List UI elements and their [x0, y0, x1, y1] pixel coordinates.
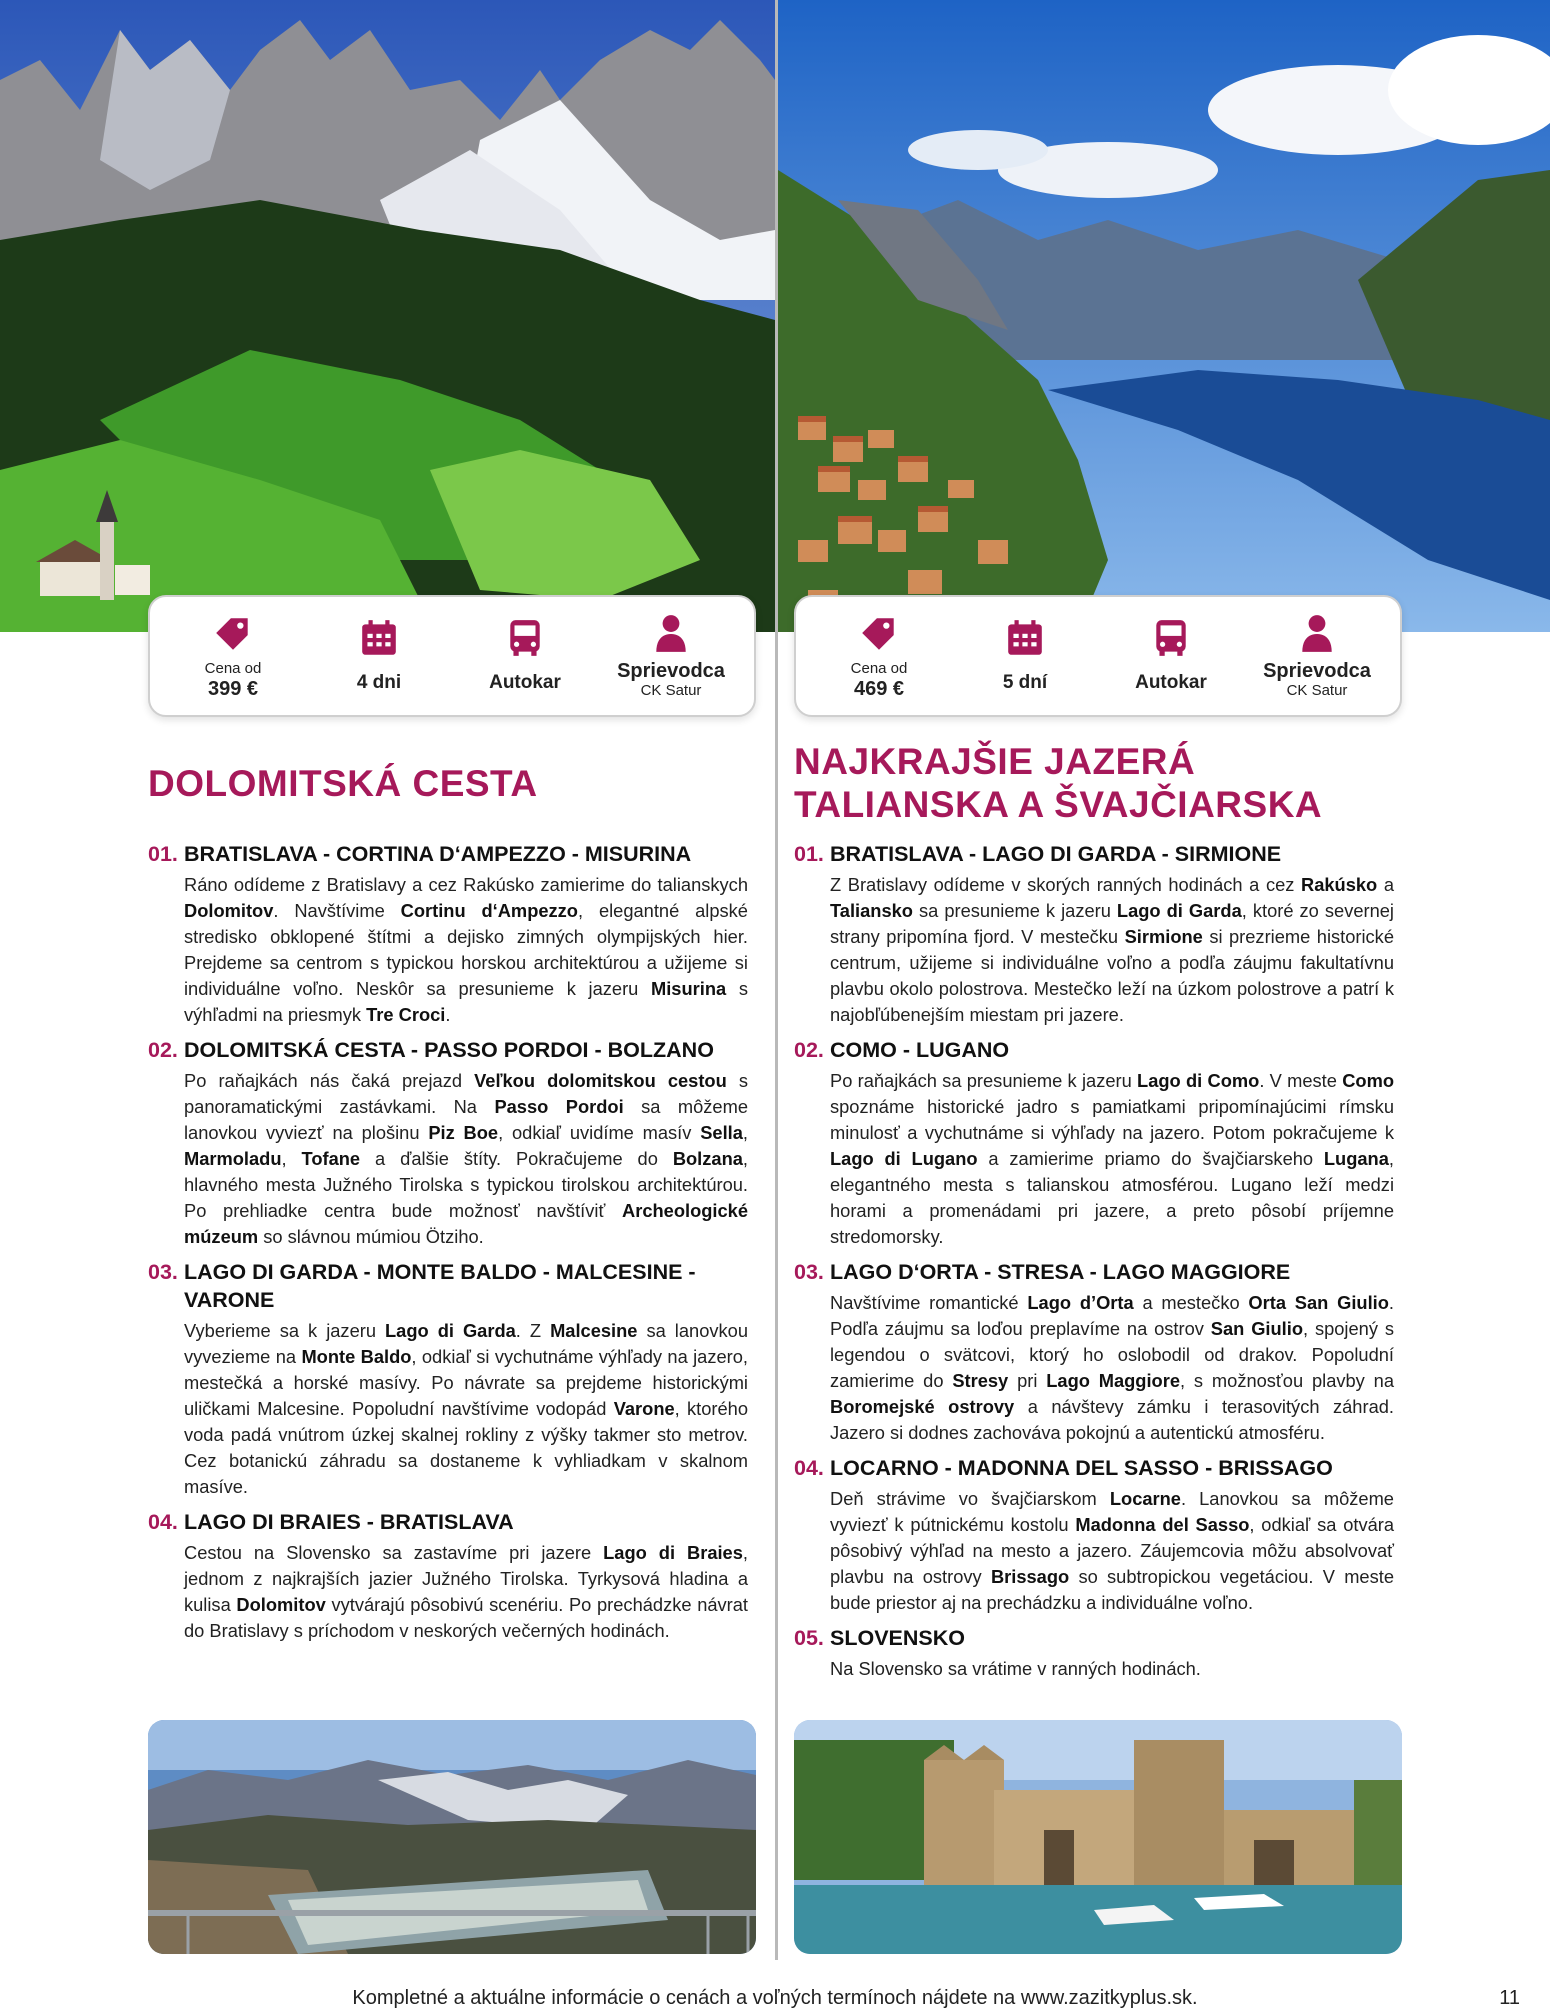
highlight-text: Lago di Lugano — [830, 1148, 978, 1169]
description-text: , ktoré zo severnej strany pripomína fjord. V mestečku — [830, 900, 1394, 947]
highlight-text: Sella — [700, 1122, 743, 1143]
day-description — [148, 1318, 748, 1500]
hero-photo-lakes — [778, 0, 1550, 632]
description-text: , spojený s legendou o svätcovi, ktorý ho oslobodil od drakov. Popoludní zamierime do — [830, 1318, 1394, 1391]
description-text: Po raňajkách sa presunieme k jazeru — [830, 1070, 1138, 1091]
tour-info-card — [148, 595, 756, 717]
description-text: . Podľa záujmu sa loďou preplavíme na ostrov — [830, 1292, 1394, 1339]
price-value: 469 € — [853, 678, 905, 700]
highlight-text: Lago Maggiore — [1046, 1370, 1181, 1391]
description-text: , — [742, 1122, 748, 1143]
calendar-icon — [358, 617, 400, 659]
description-text: , odkiaľ uvidíme masív — [498, 1122, 701, 1143]
description-text: so slávnou múmiou Ötziho. — [258, 1226, 484, 1247]
day-description — [794, 1290, 1394, 1446]
highlight-text: Dolomitov — [236, 1594, 326, 1615]
highlight-text: Archeologické múzeum — [184, 1200, 748, 1247]
day-title: DOLOMITSKÁ CESTA - PASSO PORDOI - BOLZANO — [184, 1038, 714, 1062]
day-title: SLOVENSKO — [830, 1626, 965, 1650]
duration-value: 4 dni — [356, 672, 402, 693]
day-title: BRATISLAVA - CORTINA D‘AMPEZZO - MISURINA — [184, 842, 692, 866]
calendar-icon — [1004, 617, 1046, 659]
description-text: Na Slovensko sa vrátime v ranných hodinách. — [830, 1658, 1201, 1679]
description-text: , — [281, 1148, 302, 1169]
day-description — [794, 1068, 1394, 1250]
description-text: s výhľadmi na priesmyk — [184, 978, 748, 1025]
highlight-text: Dolomitov — [184, 900, 274, 921]
guide-label: Sprievodca — [1263, 660, 1371, 682]
day-title: LOCARNO - MADONNA DEL SASSO - BRISSAGO — [830, 1456, 1333, 1480]
day-number: 01. — [148, 842, 178, 866]
description-text: Navštívime romantické — [830, 1292, 1028, 1313]
description-text: a — [1377, 874, 1394, 895]
description-text: , ktorého voda padá vnútrom úzkej skalnej rokliny z výšky takmer sto metrov. Cez botanickú záhradu sa dostaneme k vyhliadkam v skalnom masíve. — [184, 1398, 748, 1497]
highlight-text: Cortinu d‘Ampezzo — [400, 900, 578, 921]
highlight-text: Marmoladu — [184, 1148, 282, 1169]
description-text: sa lanovkou vyvezieme na — [184, 1320, 748, 1367]
page-number: 11 — [1499, 1987, 1520, 2009]
description-text: vytvárajú pôsobivú scenériu. Po prechádzke návrat do Bratislavy s príchodom v neskorých večerných hodinách. — [184, 1594, 748, 1641]
description-text: . Z — [515, 1320, 551, 1341]
description-text: a ďalšie štíty. Pokračujeme do — [360, 1148, 673, 1169]
day-number: 04. — [148, 1510, 178, 1534]
day-number: 05. — [794, 1626, 824, 1650]
itinerary-day — [794, 840, 1394, 1028]
day-description — [794, 1486, 1394, 1616]
day-description — [794, 872, 1394, 1028]
description-text: s panoramatickými zastávkami. Na — [184, 1070, 748, 1117]
highlight-text: Piz Boe — [428, 1122, 499, 1143]
price-tag-icon — [858, 612, 900, 654]
price-label: Cena od — [204, 660, 262, 677]
day-title: COMO - LUGANO — [830, 1038, 1010, 1062]
highlight-text: Tre Croci — [366, 1004, 446, 1025]
description-text: . V meste — [1259, 1070, 1343, 1091]
description-text: pri — [1008, 1370, 1047, 1391]
highlight-text: Bolzana — [672, 1148, 743, 1169]
description-text: sa môžeme lanovkou vyviezť na plošinu — [184, 1096, 748, 1143]
description-text: Ráno odídeme z Bratislavy a cez Rakúsko zamierime do talianskych — [184, 874, 748, 895]
day-heading — [794, 840, 1394, 868]
description-text: Deň strávime vo švajčiarskom — [830, 1488, 1110, 1509]
day-number: 02. — [794, 1038, 824, 1062]
description-text: a mestečko — [1133, 1292, 1249, 1313]
day-title: LAGO DI GARDA - MONTE BALDO - MALCESINE - VARONE — [184, 1260, 696, 1312]
day-heading — [148, 1258, 748, 1314]
description-text: a zamierime priamo do švajčiarskeho — [977, 1148, 1324, 1169]
highlight-text: Orta San Giulio — [1248, 1292, 1389, 1313]
itinerary-day — [148, 1508, 748, 1644]
highlight-text: Lugana — [1323, 1148, 1389, 1169]
day-heading — [148, 1508, 748, 1536]
description-text: , s možnosťou plavby na — [1180, 1370, 1394, 1391]
description-text: sa presunieme k jazeru — [912, 900, 1117, 921]
highlight-text: Boromejské ostrovy — [830, 1396, 1015, 1417]
transport-info — [1098, 617, 1244, 695]
guide-sub: CK Satur — [640, 682, 702, 699]
day-heading — [794, 1454, 1394, 1482]
tour-title — [794, 740, 1322, 826]
sirmione-castle-photo — [794, 1720, 1402, 1954]
description-text: , jednom z najkrajších jazier Južného Tirolska. Tyrkysová hladina a kulisa — [184, 1542, 748, 1615]
highlight-text: Brissago — [990, 1566, 1070, 1587]
itinerary-day — [148, 1036, 748, 1250]
description-text: . — [445, 1004, 451, 1025]
bus-icon — [504, 617, 546, 659]
highlight-text: Lago di Braies — [603, 1542, 743, 1563]
itinerary — [794, 840, 1394, 1690]
day-description — [794, 1656, 1394, 1682]
duration-info — [952, 617, 1098, 695]
day-number: 04. — [794, 1456, 824, 1480]
day-number: 03. — [794, 1260, 824, 1284]
highlight-text: Veľkou dolomitskou cestou — [474, 1070, 727, 1091]
description-text: Z Bratislavy odídeme v skorých ranných hodinách a cez — [830, 874, 1301, 895]
transport-info — [452, 617, 598, 695]
day-heading — [794, 1036, 1394, 1064]
price-info — [806, 612, 952, 700]
itinerary-day — [794, 1036, 1394, 1250]
tour-title — [148, 762, 538, 805]
itinerary-day — [794, 1454, 1394, 1616]
tour-info-card — [794, 595, 1402, 717]
day-number: 01. — [794, 842, 824, 866]
transport-value: Autokar — [1135, 672, 1207, 693]
highlight-text: Stresy — [952, 1370, 1009, 1391]
description-text: . Navštívime — [273, 900, 401, 921]
bus-icon — [1150, 617, 1192, 659]
highlight-text: San Giulio — [1210, 1318, 1303, 1339]
guide-person-icon — [650, 612, 692, 654]
description-text: . Lanovkou sa môžeme vyviezť k pútnickému kostolu — [830, 1488, 1394, 1535]
day-heading — [148, 840, 748, 868]
day-title: LAGO D‘ORTA - STRESA - LAGO MAGGIORE — [830, 1260, 1291, 1284]
highlight-text: Varone — [613, 1398, 675, 1419]
day-number: 02. — [148, 1038, 178, 1062]
guide-label: Sprievodca — [617, 660, 725, 682]
description-text: so subtropickou vegetáciou. V meste bude priestor aj na prechádzku a individuálne voľno. — [830, 1566, 1394, 1613]
description-text: Po raňajkách nás čaká prejazd — [184, 1070, 475, 1091]
day-title: BRATISLAVA - LAGO DI GARDA - SIRMIONE — [830, 842, 1282, 866]
day-description — [148, 1068, 748, 1250]
itinerary-day — [148, 840, 748, 1028]
day-title: LAGO DI BRAIES - BRATISLAVA — [184, 1510, 514, 1534]
footer-info: Kompletné a aktuálne informácie o cenách a voľných termínoch nájdete na www.zazitkyplus.sk. — [352, 1987, 1198, 2009]
description-text: a návštevy zámku i terasovitých záhrad. Jazero si dodnes zachováva pokojnú a autentickú atmosféru. — [830, 1396, 1394, 1443]
duration-value: 5 dní — [1002, 672, 1048, 693]
description-text: , odkiaľ sa otvára pôsobivý výhľad na mesto a jazero. Záujemcovia môžu absolvovať plavbu na ostrovy — [830, 1514, 1395, 1587]
highlight-text: Misurina — [651, 978, 727, 999]
highlight-text: Lago d’Orta — [1027, 1292, 1134, 1313]
price-value: 399 € — [207, 678, 259, 700]
transport-value: Autokar — [489, 672, 561, 693]
tour-title-line1: NAJKRAJŠIE JAZERÁ — [794, 741, 1196, 782]
description-text: spoznáme historické jadro s pamiatkami pripomínajúcimi rímsku minulosť a vychutnáme si výhľady na jazero. Potom pokračujeme k — [830, 1096, 1394, 1143]
highlight-text: Lago di Garda — [385, 1320, 516, 1341]
itinerary-day — [148, 1258, 748, 1500]
day-description — [148, 872, 748, 1028]
highlight-text: Monte Baldo — [301, 1346, 412, 1367]
description-text: , elegantné alpské stredisko obklopené štítmi a dejisko zimných olympijských hier. Prejdeme sa centrom s typickou horskou architektúrou a užijeme si individuálne voľno. Neskôr sa presunieme k jazeru — [184, 900, 748, 999]
highlight-text: Malcesine — [550, 1320, 638, 1341]
highlight-text: Tofane — [301, 1148, 361, 1169]
description-text: Cestou na Slovensko sa zastavíme pri jazere — [184, 1542, 604, 1563]
day-heading — [148, 1036, 748, 1064]
guide-person-icon — [1296, 612, 1338, 654]
highlight-text: Locarne — [1109, 1488, 1181, 1509]
guide-info — [1244, 612, 1390, 700]
price-tag-icon — [212, 612, 254, 654]
highlight-text: Lago di Garda — [1116, 900, 1242, 921]
description-text: Vyberieme sa k jazeru — [184, 1320, 386, 1341]
day-heading — [794, 1258, 1394, 1286]
itinerary — [148, 840, 748, 1652]
guide-info — [598, 612, 744, 700]
price-info — [160, 612, 306, 700]
tour-lakes — [778, 0, 1550, 2015]
description-text: , hlavného mesta Južného Tirolska s typickou tirolskou architektúrou. Po prehliadke centra bude možnosť navštíviť — [184, 1148, 748, 1221]
price-label: Cena od — [850, 660, 908, 677]
itinerary-day — [794, 1258, 1394, 1446]
duration-info — [306, 617, 452, 695]
highlight-text: Taliansko — [830, 900, 913, 921]
description-text: , elegantného mesta s talianskou atmosférou. Lugano leží medzi horami a promenádami pri jazere, a preto pôsobí príjemne stredomorsky. — [830, 1148, 1394, 1247]
day-heading — [794, 1624, 1394, 1652]
highlight-text: Sirmione — [1124, 926, 1203, 947]
day-description — [148, 1540, 748, 1644]
tour-title-line1: DOLOMITSKÁ CESTA — [148, 763, 538, 804]
highlight-text: Madonna del Sasso — [1075, 1514, 1250, 1535]
itinerary-day — [794, 1624, 1394, 1682]
guide-sub: CK Satur — [1286, 682, 1348, 699]
description-text: si prezrieme historické centrum, užijeme si individuálne voľno a podľa záujmu fakultatívnu plavbu okolo polostrova. Mestečko leží na úzkom polostrove a patrí k najobľúbenejším miestam pri jazere. — [830, 926, 1394, 1025]
hero-photo-dolomites — [0, 0, 775, 632]
description-text: , odkiaľ si vychutnáme výhľady na jazero, mestečká a horské masívy. Po návrate sa prejdeme historickými uličkami Malcesine. Popoludní navštívime vodopád — [184, 1346, 748, 1419]
highlight-text: Lago di Como — [1137, 1070, 1260, 1091]
highlight-text: Como — [1342, 1070, 1394, 1091]
highlight-text: Rakúsko — [1301, 874, 1378, 895]
tour-title-line2: TALIANSKA A ŠVAJČIARSKA — [794, 784, 1323, 825]
viewpoint-photo — [148, 1720, 756, 1954]
highlight-text: Passo Pordoi — [494, 1096, 624, 1117]
day-number: 03. — [148, 1260, 178, 1284]
